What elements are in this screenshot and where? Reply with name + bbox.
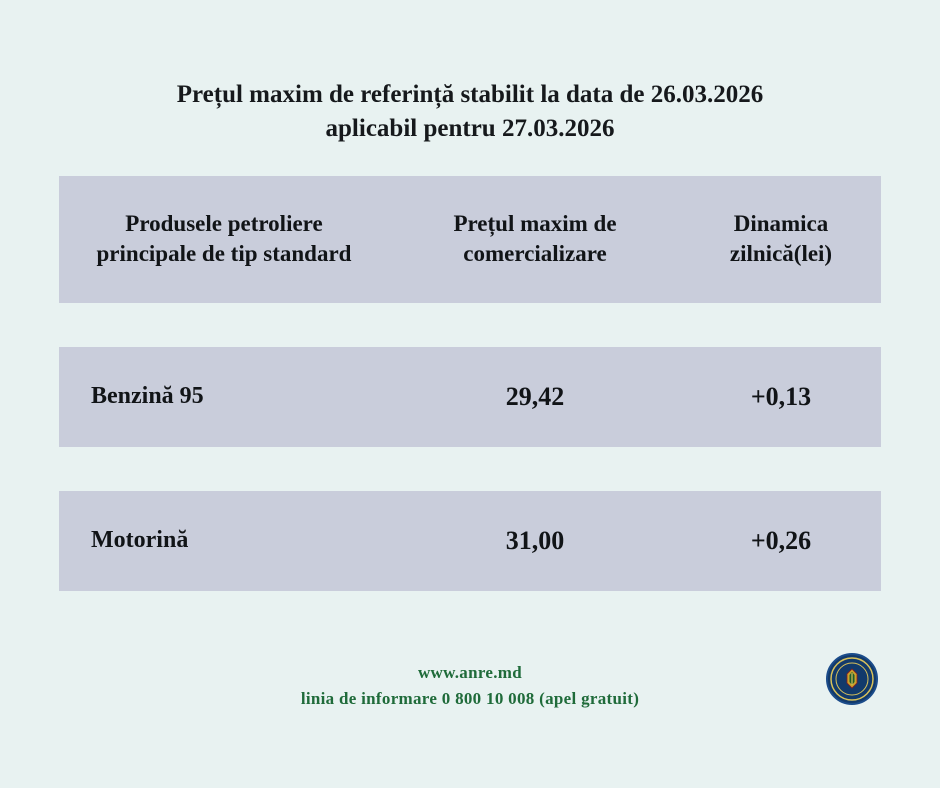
cell-dynamics-value: +0,13: [750, 381, 812, 411]
cell-price-value: 31,00: [505, 525, 565, 555]
cell-price-value: 29,42: [505, 381, 565, 411]
column-header-price: Prețul maxim de comercializare: [453, 211, 617, 266]
column-header-dynamics: Dinamica zilnică(lei): [729, 211, 833, 266]
cell-product-name: Benzină 95: [91, 383, 204, 409]
cell-product-name: Motorină: [91, 527, 189, 553]
fuel-price-table: [59, 146, 881, 591]
footer-website[interactable]: www.anre.md: [417, 663, 523, 682]
anre-logo-icon: [826, 653, 878, 705]
page-title-line-2: aplicabil pentru 27.03.2026: [325, 114, 615, 142]
table-row: [59, 347, 881, 447]
footer: [0, 660, 940, 711]
row-spacer: [59, 447, 881, 491]
page-title: [0, 0, 940, 146]
row-spacer: [59, 303, 881, 347]
table-row: [59, 491, 881, 591]
column-header-product: Produsele petroliere principale de tip standard: [96, 211, 352, 266]
footer-infoline: linia de informare 0 800 10 008 (apel gratuit): [300, 688, 640, 708]
page-title-line-1: Prețul maxim de referință stabilit la data de 26.03.2026: [176, 81, 764, 108]
cell-dynamics-value: +0,26: [750, 525, 812, 555]
table-header-row: [59, 176, 881, 303]
